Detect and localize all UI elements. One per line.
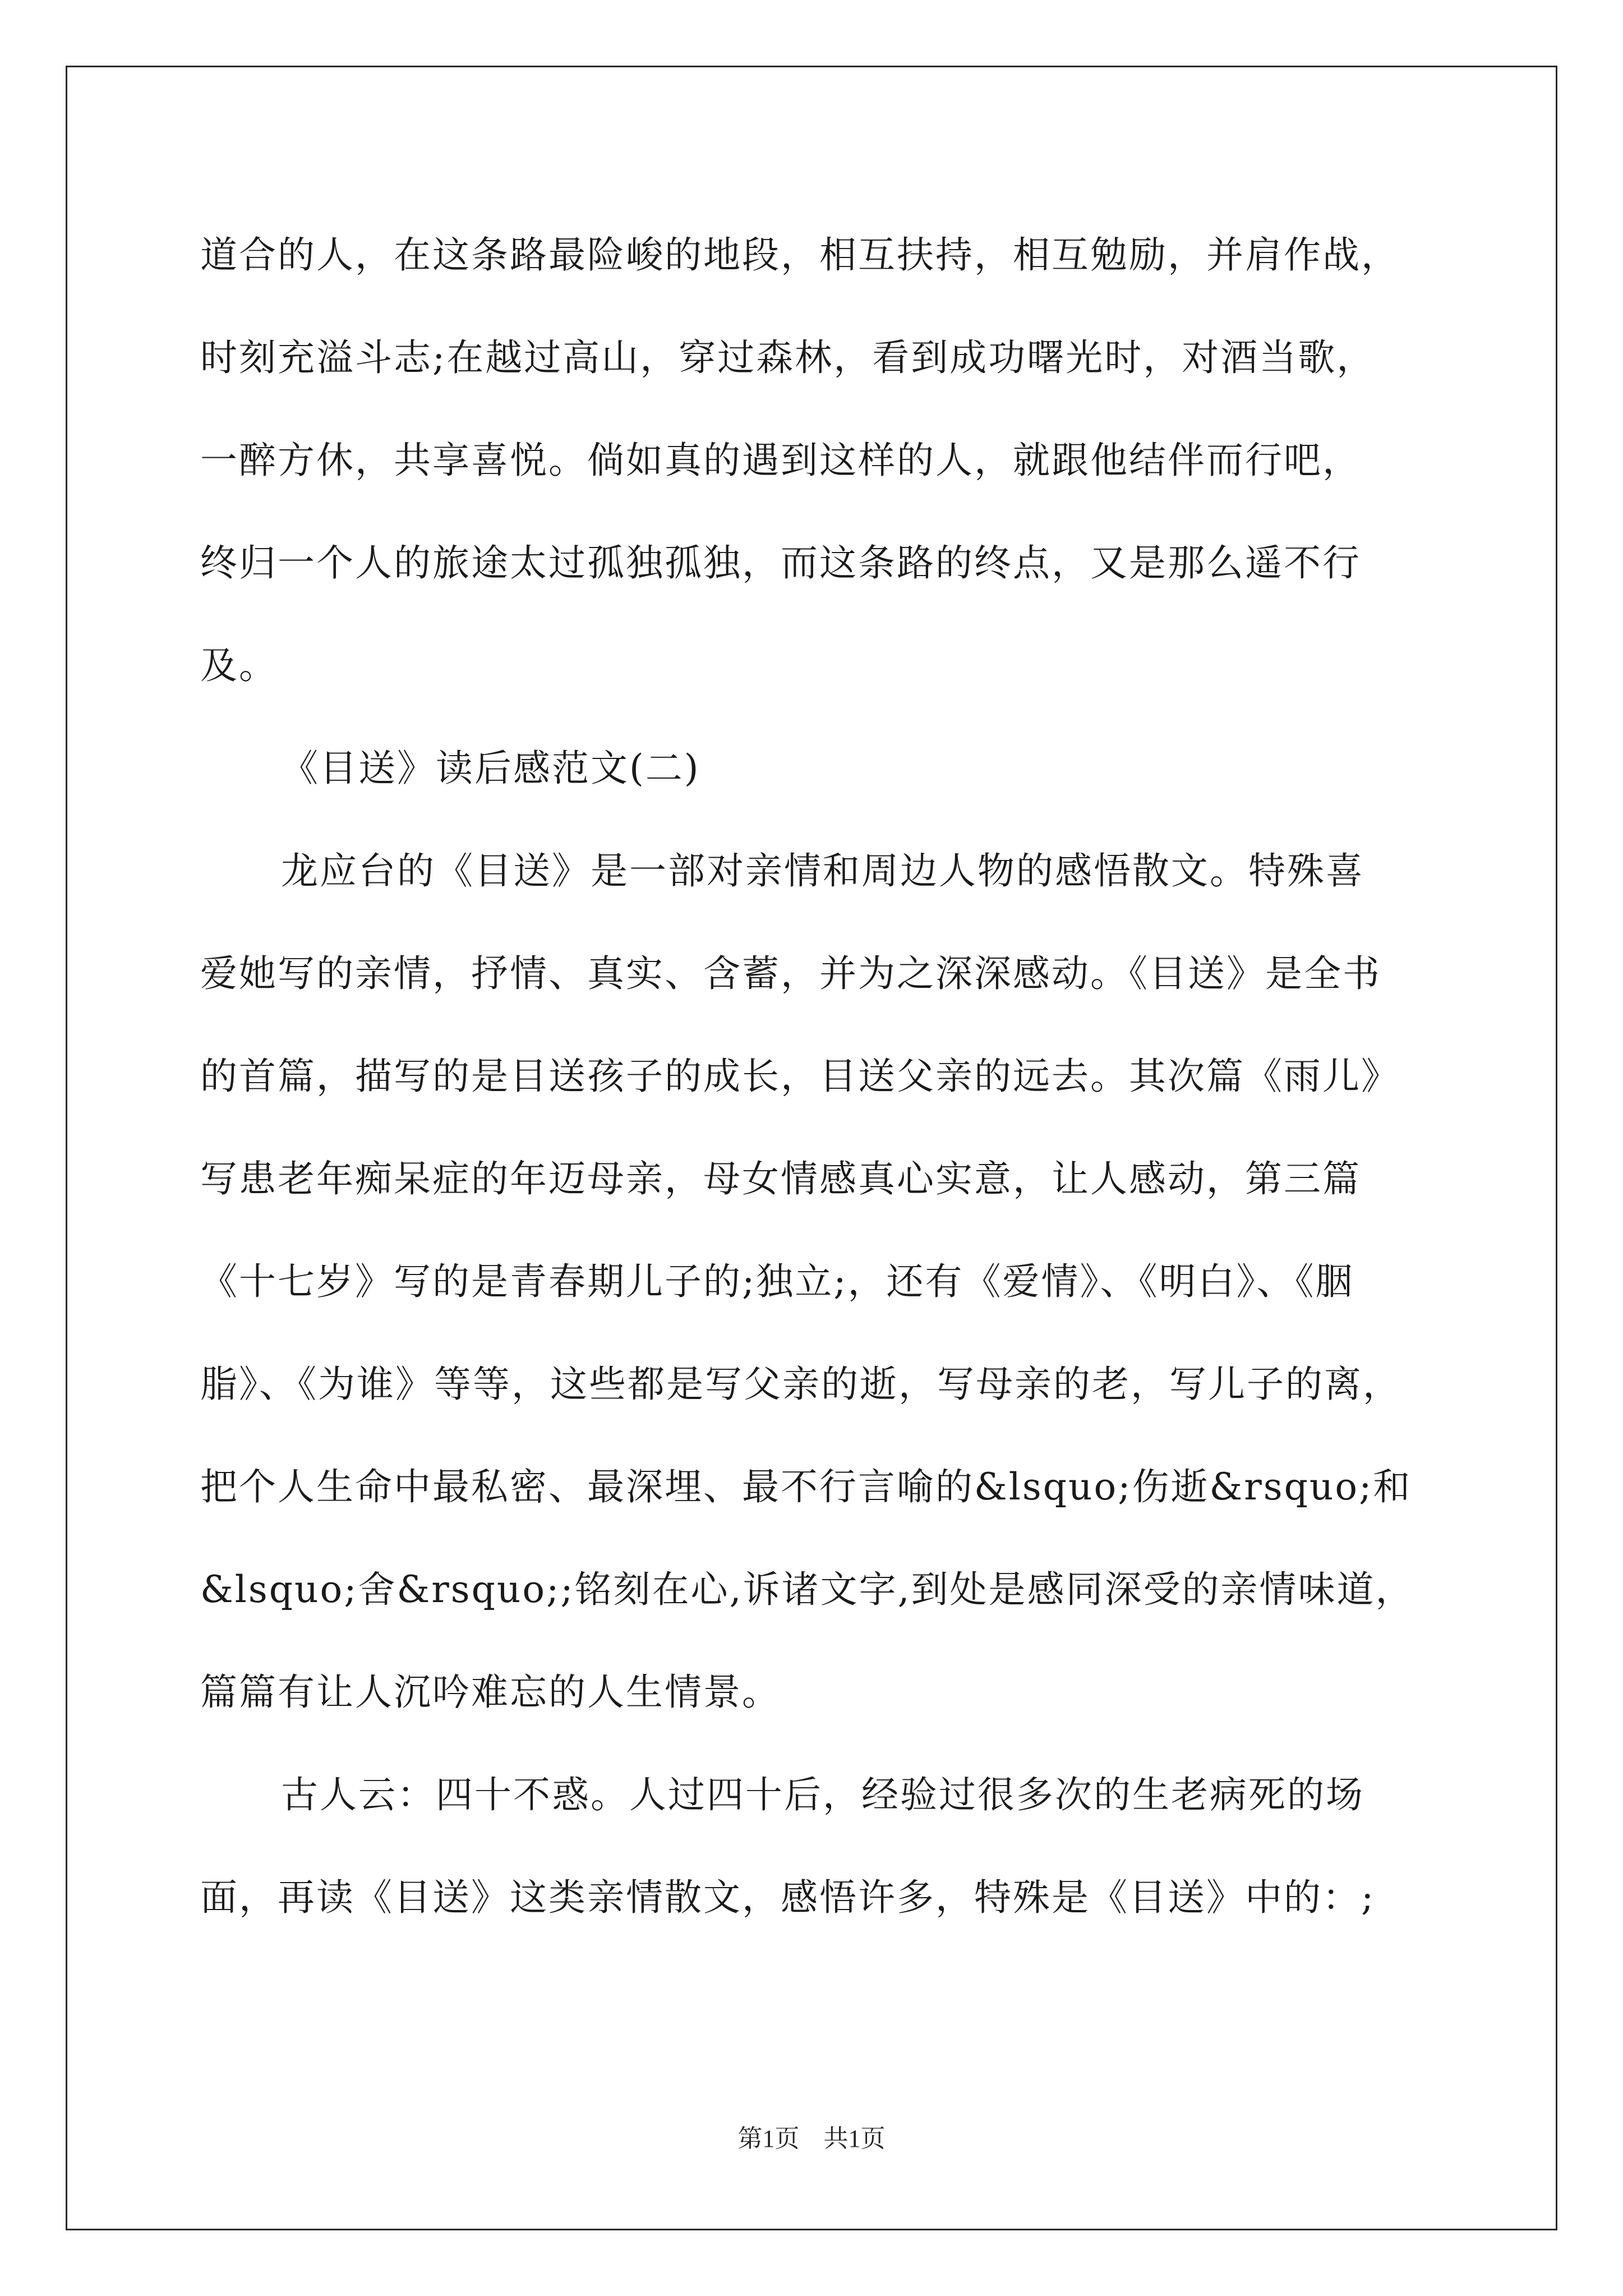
paragraph-line: 篇篇有让人沉吟难忘的人生情景。: [200, 1671, 781, 1714]
page-number: 第1页: [737, 2125, 800, 2152]
paragraph-line: 爱她写的亲情，抒情、真实、含蓄，并为之深深感动。《目送》是全书: [200, 952, 1381, 995]
paragraph-line: 写患老年痴呆症的年迈母亲，母女情感真心实意，让人感动，第三篇: [200, 1157, 1361, 1200]
paragraph-line: 龙应台的《目送》是一部对亲情和周边人物的感悟散文。特殊喜: [281, 849, 1364, 892]
paragraph-line: 的首篇，描写的是目送孩子的成长，目送父亲的远去。其次篇《雨儿》: [200, 1055, 1400, 1098]
paragraph-line: 终归一个人的旅途太过孤独孤独，而这条路的终点，又是那么遥不行: [200, 541, 1361, 585]
page-total: 共1页: [823, 2125, 886, 2152]
section-heading: 《目送》读后感范文(二): [281, 747, 700, 790]
paragraph-line: 道合的人，在这条路最险峻的地段，相互扶持，相互勉励，并肩作战，: [200, 233, 1400, 277]
paragraph-line: 脂》、《为谁》等等，这些都是写父亲的逝，写母亲的老，写儿子的离，: [200, 1363, 1401, 1406]
paragraph-line: 把个人生命中最私密、最深埋、最不行言喻的&lsquo;伤逝&rsquo;和: [200, 1465, 1412, 1508]
paragraph-line: 面，再读《目送》这类亲情散文，感悟许多，特殊是《目送》中的：;: [200, 1876, 1376, 1919]
page-footer: [0, 2122, 1623, 2156]
paragraph-line: &lsquo;舍&rsquo;;铭刻在心,诉诸文字,到处是感同深受的亲情味道，: [200, 1568, 1414, 1611]
paragraph-line: 及。: [200, 644, 278, 687]
paragraph-line: 时刻充溢斗志;在越过高山，穿过森林，看到成功曙光时，对酒当歌，: [200, 336, 1376, 379]
paragraph-line: 古人云：四十不惑。人过四十后，经验过很多次的生老病死的场: [281, 1773, 1364, 1816]
paragraph-line: 《十七岁》写的是青春期儿子的;独立;，还有《爱情》、《明白》、《胭: [200, 1260, 1354, 1303]
paragraph-line: 一醉方休，共享喜悦。倘如真的遇到这样的人，就跟他结伴而行吧，: [200, 439, 1361, 482]
